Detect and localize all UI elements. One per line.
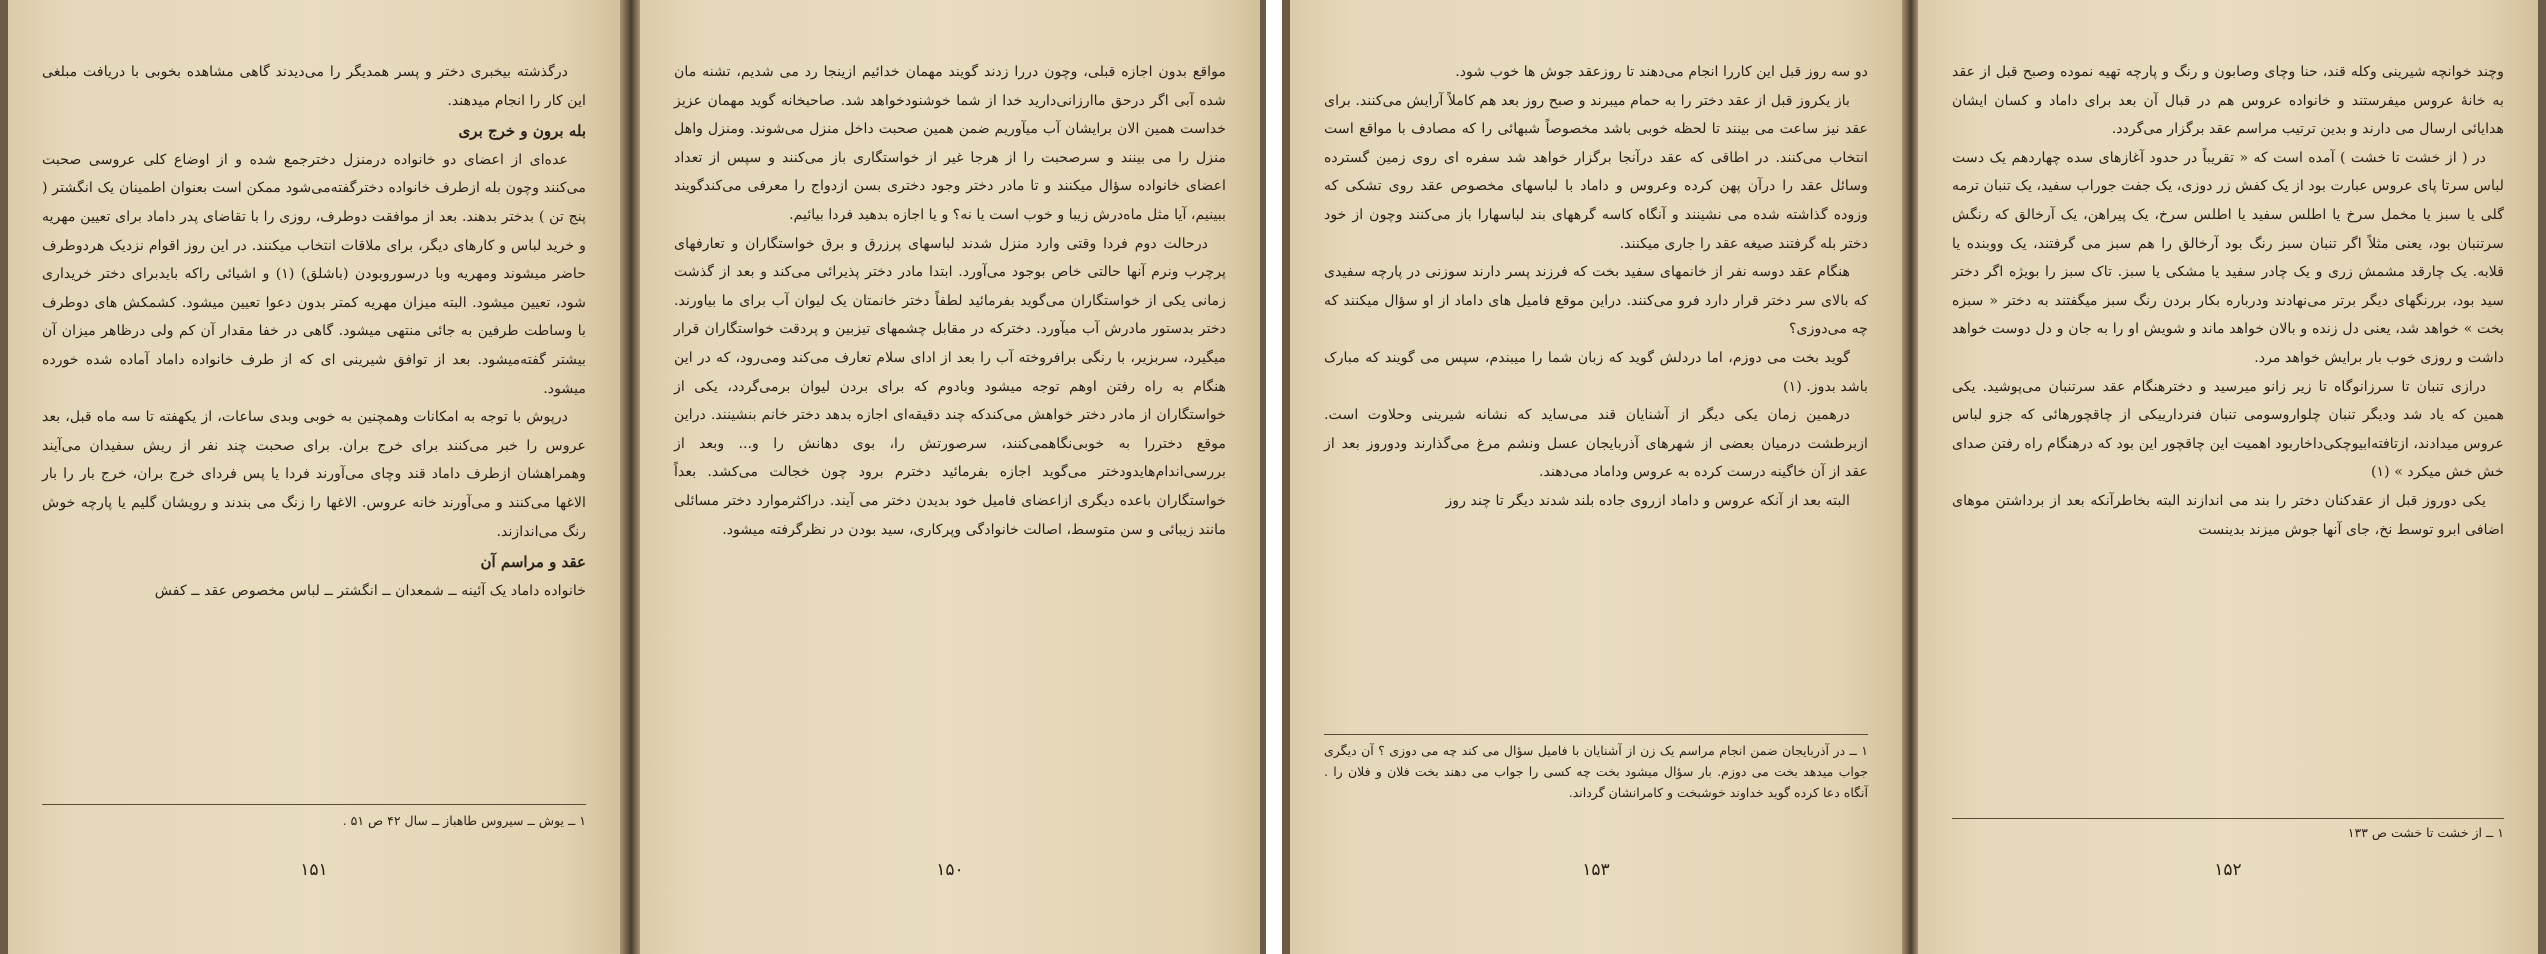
- paragraph: گوید بخت می دوزم، اما دردلش گوید که زبان شما را میبندم، سپس می گویند که مبارک باشد بدوز. (۱): [1324, 349, 1868, 395]
- page-152: [1918, 0, 2538, 954]
- footnote: ۱ ــ یوش ــ سیروس طاهباز ــ سال ۴۲ ص ۵۱ .: [342, 813, 586, 828]
- book-gutter: [1902, 0, 1918, 954]
- page-153-body: [1324, 58, 1868, 516]
- page-number: ۱۵۳: [1582, 860, 1610, 880]
- footnote-rule: [1324, 734, 1868, 735]
- paragraph: هنگام عقد دوسه نفر از خانمهای سفید بخت که فرزند پسر دارند سوزنی در پارچه سفیدی که بالای سر دختر قرار دارد فرو می‌کنند. دراین موقع فامیل های داماد از او سؤال میکنند که چه می‌دوزی؟: [1324, 264, 1868, 338]
- page-150: [640, 0, 1260, 954]
- page-number: ۱۵۰: [936, 860, 964, 880]
- paragraph: درهمین زمان یکی دیگر از آشنایان قند می‌ساید که نشانه شیرینی وحلاوت است. ازبرطشت درمیان بعضی از شهرهای آذربایجان عسل ونشم مرغ می‌گذارند ودوروز بعد از عقد از آن خاگینه درست کرده به عروس وداماد می‌دهند.: [1324, 407, 1868, 481]
- paragraph: درحالت دوم فردا وقتی وارد منزل شدند لباسهای پرزرق و برق خواستگاران و تعارفهای پرچرب ونرم آنها حالتی خاص بوجود می‌آورد. ابتدا مادر دختر پذیرائی می‌کند و بعد از گذشت زمانی یکی از خواستگاران می‌گوید بفرمائید لطفاً دختر خانمتان یک لیوان آب برای ما بیاورند. دختر بدستور مادرش آب میآورد. دخترکه در مقابل چشمهای تیزبین و پردقت خواستگاران قرار میگیرد، سربزیر، با رنگی برافروخته آب را بعد از ادای سلام تعارف می‌کند ومی‌رود، که در این هنگام به راه رفتن اوهم توجه میشود وبادوم که برای بردن لیوان برمی‌گردد، یکی از خواستگاران از مادر دختر خواهش می‌کندکه چند دقیقه‌ای اجازه بدهد دختر خانم بنشینند. دراین موقع دختررا به خوبی‌نگاهمی‌کنند، سرصورتش را، بوی دهانش را و... وبعد از بررسی‌اندام‌هایدودختر می‌گوید اجازه بفرمائید دخترم برود چون خجالت می‌کشد. بعداً خواستگاران باعده دیگری ازاعضای فامیل خود بدیدن دختر می آیند. دراکثرموارد دختر مسائلی مانند زیبائی و سن متوسط، اصالت خانوادگی وپرکاری، سید بودن در نظرگرفته میشود.: [674, 235, 1226, 538]
- paragraph: عده‌ای از اعضای دو خانواده درمنزل دخترجمع شده و از اوضاع کلی عروسی صحبت می‌کنند وچون بله ازطرف خانواده دخترگفته‌می‌شود ممکن است بعنوان اطمینان یک انگشتر ( پنج تن ) بدختر بدهند. بعد از موافقت دوطرف، روزی را با تقاضای پدر داماد برای تعیین مهریه و خرید لباس و کارهای دیگر، برای ملاقات انتخاب میکنند. در این روز اقوام نزدیک هردوطرف حاضر میشوند ومهریه وبا درسوروبودن (باشلق) (۱) و اشیائی راکه بایدبرای دختر خریداری شود، تعیین میشود. البته میزان مهریه کمتر بدون دعوا تعیین میشود. کشمکش های دوطرف با وساطت طرفین به جائی منتهی میشود. گاهی در خفا مقدار آن کم ولی درظاهر میزان آن بیشتر گفته‌میشود. بعد از توافق شیرینی ای که از طرف خانواده داماد آماده شده خورده میشود.: [42, 151, 587, 397]
- page-153: [1290, 0, 1902, 954]
- book-spread-left: [0, 0, 1266, 954]
- paragraph: خانواده داماد یک آئینه ــ شمعدان ــ انگشتر ــ لباس مخصوص عقد ــ کفش: [154, 582, 586, 599]
- footnote: ۱ ــ از خشت تا خشت ص ۱۳۳: [2347, 825, 2504, 840]
- book-gutter: [620, 0, 640, 954]
- page-150-body: [674, 58, 1226, 544]
- paragraph: وچند خوانچه شیرینی وکله قند، حنا وچای وصابون و رنگ و پارچه تهیه نموده وصبح قبل از عقد به خانهٔ عروس میفرستند و خانواده عروس هم در قبال آن بعد برای داماد و کسان ایشان هدایائی ارسال می دارند و بدین ترتیب مراسم عقد برگزار می‌گردد.: [1952, 64, 2504, 138]
- footnote: ۱ ــ در آذربایجان ضمن انجام مراسم یک زن از آشنایان با فامیل سؤال می کند چه می دوزی ؟ آن دیگری جواب میدهد بخت می دوزم. بار سؤال میشود بخت چه کسی را جواب می دهند بخت فلان و فلان را . آنگاه دعا کرده گوید خداوند خوشبخت و کامرانشان گرداند.: [1324, 743, 1868, 800]
- paragraph: یکی دوروز قبل از عقدکنان دختر را بند می اندازند البته بخاطرآنکه بعد از برداشتن موهای اضافی ابرو توسط نخ، جای آنها جوش میزند بدینست: [1952, 492, 2504, 538]
- section-heading: بله برون و خرج بری: [458, 122, 586, 141]
- paragraph: درپوش با توجه به امکانات وهمچنین به خوبی وبدی ساعات، از یکهفته تا سه ماه قبل، بعد عروس را خبر می‌کنند برای خرج بران. برای صحبت چند نفر از ریش سفیدان می‌آیند وهمراهشان ازطرف داماد قند وچای می‌آورند فردا یا پس فردای خرج بران، خرج بار را بار الاغها می‌کنند و می‌آورند خانه عروس. الاغها را زنگ می بندند و رویشان گلیم یا پارچه خوش رنگ می‌اندازند.: [42, 409, 586, 540]
- page-152-body: [1952, 58, 2504, 544]
- paragraph: البته بعد از آنکه عروس و داماد ازروی جاده بلند شدند دیگر تا چند روز: [1445, 492, 1850, 509]
- book-spread-right: [1282, 0, 2546, 954]
- paragraph: دو سه روز قبل این کاررا انجام می‌دهند تا روزعقد جوش ها خوب شود.: [1455, 64, 1868, 80]
- paragraph: درازی تنبان تا سرزانوگاه تا زیر زانو میرسید و دخترهنگام عقد سرتنبان می‌پوشید. یکی همین که یاد شد ودیگر تنبان چلواروسومی تنبان فنردارییکی از چاقچورهائی که جزو لباس عروس میدادند، ازتافته‌ابیوچکی‌داخاربود اهمیت این چاقچور این بود که درهنگام راه رفتن صدای خش خش میکرد » (۱): [1952, 378, 2504, 481]
- paragraph: مواقع بدون اجازه قبلی، وچون دررا زدند گویند مهمان خدائیم ازینجا رد می شدیم، تشنه مان شده آبی اگر درحق ماارزانی‌دارید خدا از شما خوشنودخواهد شد. صاحبخانه گوید مهمان عزیز خداست همین الان برایشان آب میآوریم ضمن همین صحبت داخل منزل می‌شوند. ومنزل واهل منزل را می بینند و سرصحبت را از هرجا غیر از خواستگاری باز می‌کنند و سپس از تعداد اعضای خانواده سؤال میکنند و تا مادر دختر وجود دختری بسن ازدواج را معرفی می‌کندگویند ببینیم، آیا مثل ماه‌درش زیبا و خوب است یا نه؟ و یا اجازه بدهید فردا بیائیم.: [674, 64, 1226, 223]
- page-number: ۱۵۱: [300, 860, 328, 880]
- footnote-rule: [1952, 818, 2504, 819]
- paragraph: درگذشته بیخبری دختر و پسر همدیگر را می‌دیدند گاهی مشاهده بخوبی با دریافت مبلغی این کار را انجام میدهند.: [42, 64, 586, 109]
- paragraph: در ( از خشت تا خشت ) آمده است که « تقریباً در حدود آغازهای سده چهاردهم یک دست لباس سرتا پای عروس عبارت بود از یک کفش زر دوزی، یک جفت جوراب سفید، یک تنبان ترمه گلی یا سبز یا مخمل سرخ یا اطلس سفید یا اطلس سرخ، یک پیراهن، یک آرخالق که رنگش سرتنبان بود، یعنی مثلاً اگر تنبان سبز رنگ بود آرخالق را هم سبز می گرفتند، یک ووبنده یا قلابه. یک چارقد مشمش زری و یک چادر سفید یا مشکی یا سبز. تاک سبز را بویژه اگر دختر سید بود، بررنگهای دیگر برتر می‌نهادند ودرباره بکار بردن رنگ سبز میگفتند به دختر « سبزه بخت » خواهد شد، یعنی دل زنده و بالان خواهد ماند و شویش او را به جان و دل دوست خواهد داشت و روزی خوب بار برایش خواهد مرد.: [1952, 149, 2504, 366]
- page-151-body: [42, 58, 586, 605]
- footnote-rule: [42, 804, 586, 805]
- page-151: [8, 0, 620, 954]
- section-heading: عقد و مراسم آن: [480, 553, 586, 572]
- paragraph: باز یکروز قبل از عقد دختر را به حمام میبرند و صبح روز بعد هم کاملاً آرایش می‌کنند. برای عقد نیز ساعت می بینند تا لحظه خوبی باشد مخصوصاً شبهائی را که مصادف با مواقع است انتخاب می‌کنند. در اطاقی که عقد درآنجا برگزار خواهد شد سفره ای روی زمین گسترده وسائل عقد را درآن پهن کرده وعروس و داماد با لباسهای مخصوص عقد روی تشکی که وزوده گذاشته شده می نشینند و آنگاه کاسه گرههای بند لباسهارا باز می‌کنند وچون از خود دختر بله گرفتند صیغه عقد را جاری میکنند.: [1324, 92, 1868, 252]
- page-number: ۱۵۲: [2214, 860, 2242, 880]
